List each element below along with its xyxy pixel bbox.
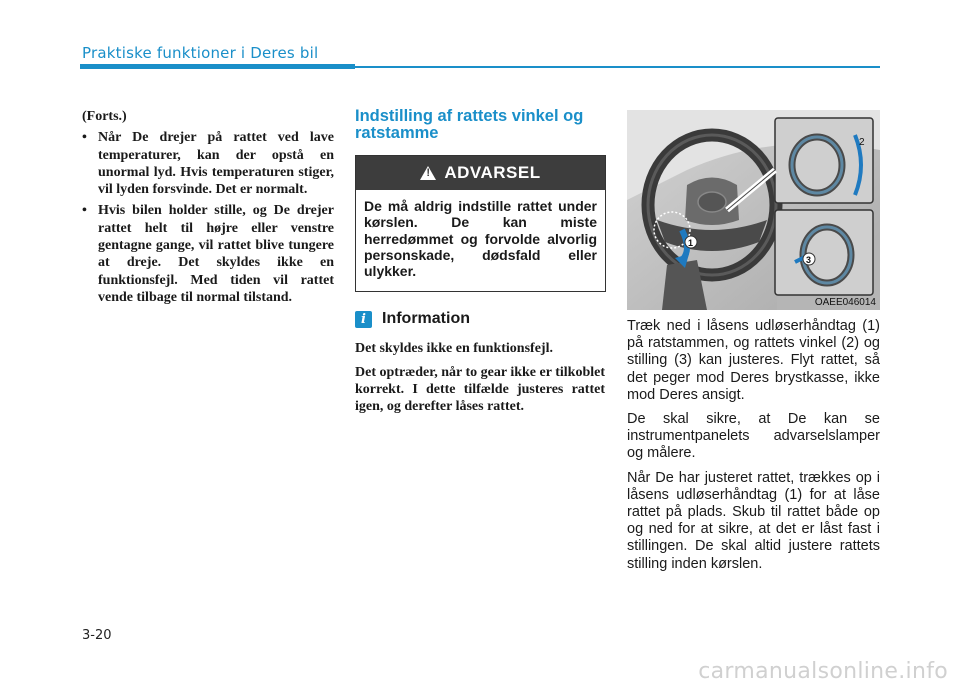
info-paragraph: Det optræder, når to gear ikke er tilkoblet korrekt. I dette tilfælde justeres rattet igen, og derefter låses rattet. — [355, 364, 605, 415]
svg-text:3: 3 — [806, 255, 812, 265]
page-number: 3-20 — [82, 628, 112, 643]
info-paragraph: Det skyldes ikke en funktionsfejl. — [355, 341, 553, 357]
body-paragraph: Når De har justeret rattet, trækkes op i låsens udløserhåndtag (1) for at låse rattet på plads. Skub til rattet både op og ned for at sikre, at det er låst fast i stillingen. De skal altid justere rattets stilling inden kørslen. — [627, 469, 880, 572]
bullet-item: • Når De drejer på rattet ved lave temperaturer, kan der opstå en unormal lyd. Hvis temperaturen stiger, vil lyden forsvinde. Det er normalt. — [82, 129, 334, 198]
steering-wheel-illustration — [627, 110, 880, 310]
left-column — [82, 108, 334, 310]
info-header — [355, 310, 605, 328]
continued-label: (Forts.) — [82, 109, 127, 124]
section-title: Indstilling af rattets vinkel og ratstamme — [355, 107, 584, 142]
figure-code: OAEE046014 — [814, 297, 876, 308]
header-bar-accent — [80, 64, 355, 69]
info-heading: Information — [382, 310, 470, 328]
svg-text:1: 1 — [688, 238, 694, 248]
section-header-title: Praktiske funktioner i Deres bil — [82, 44, 319, 62]
warning-triangle-icon — [420, 166, 436, 180]
header-bar-rule — [355, 66, 880, 68]
body-paragraph: Træk ned i låsens udløserhåndtag (1) på ratstammen, og rattets vinkel (2) og stilling (3) kan justeres. Flyt rattet, så det peger mod Deres brystkasse, ikke mod Deres ansigt. — [627, 318, 880, 403]
info-icon: i — [355, 311, 372, 328]
bullet-item: • Hvis bilen holder stille, og De drejer rattet helt til højre eller venstre gentagne gange, vil rattet blive tungere at dreje. Det skyldes ikke en funktionsfejl. Med tiden vil rattet vende tilbage til normal tilstand. — [82, 202, 334, 306]
svg-text:2: 2 — [859, 137, 865, 148]
warning-header — [356, 156, 605, 190]
body-paragraph: De skal sikre, at De kan se instrumentpanelets advarselslamper og målere. — [627, 411, 880, 462]
warning-box — [355, 155, 606, 292]
right-column — [627, 318, 880, 580]
middle-column — [355, 108, 605, 416]
watermark: carmanualsonline.info — [698, 659, 948, 684]
warning-text: De må aldrig indstille rattet under kørslen. De kan miste herredømmet og forvolde alvorlig personskade, dødsfald eller ulykker. — [364, 198, 597, 280]
steering-wheel-figure — [627, 110, 880, 310]
warning-heading: ADVARSEL — [444, 163, 541, 182]
